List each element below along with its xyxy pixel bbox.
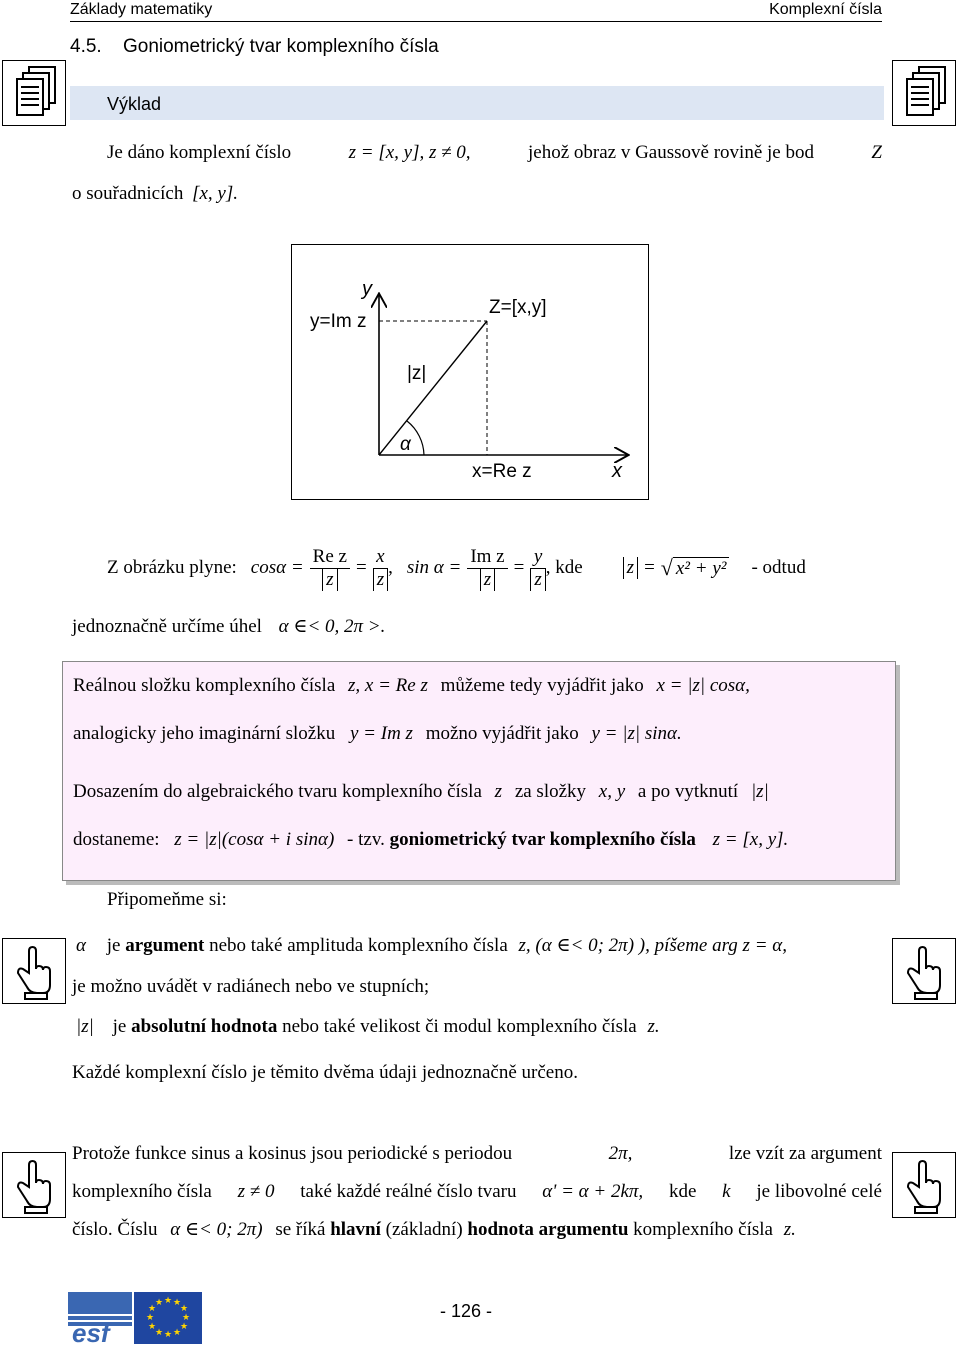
periodic-l3-math: α ∈< 0; 2π) bbox=[170, 1219, 263, 1240]
svg-text:★: ★ bbox=[154, 1328, 164, 1338]
box-l2-math2: y = |z| sinα. bbox=[591, 723, 682, 744]
figure-x-axis-label: x bbox=[612, 460, 622, 482]
svg-text:★: ★ bbox=[179, 1322, 189, 1332]
gauss-plane-svg bbox=[292, 245, 648, 499]
section-title-text: Goniometrický tvar komplexního čísla bbox=[122, 36, 439, 57]
periodic-l3-z: z. bbox=[783, 1219, 796, 1240]
box-l3-z: z bbox=[494, 781, 503, 802]
periodic-l3-bold2: hodnota argumentu bbox=[467, 1219, 629, 1240]
document-stack-icon-right bbox=[892, 60, 956, 126]
box-l3-b: za složky bbox=[514, 781, 587, 802]
esf-logo bbox=[68, 1292, 132, 1344]
remind-p2-bold: absolutní hodnota bbox=[131, 1016, 278, 1037]
remind-p2-abs: |z| bbox=[76, 1016, 94, 1037]
remind-p1-a: je bbox=[106, 935, 121, 956]
svg-text:★: ★ bbox=[181, 1313, 191, 1323]
fraction-x-num: x bbox=[373, 546, 388, 569]
box-l4-math1: z = |z|(cosα + i sinα) bbox=[174, 829, 335, 850]
sqrt-content: x² + y² bbox=[673, 557, 730, 580]
intro-text-b: jehož obraz v Gaussově rovině je bod bbox=[528, 142, 814, 163]
figure-modulus-label: |z| bbox=[407, 363, 427, 384]
vyklad-label: Výklad bbox=[107, 94, 162, 114]
remind-p2-b: nebo také velikost či modul komplexního čísla bbox=[282, 1016, 637, 1037]
modulus-z: z bbox=[623, 557, 638, 579]
box-l2-math1: y = Im z bbox=[349, 723, 413, 744]
pointing-hand-icon-right-2 bbox=[892, 1152, 956, 1218]
remind-p1-bold: argument bbox=[125, 935, 205, 956]
section-title bbox=[70, 36, 439, 58]
box-l4-math2: z = [x, y]. bbox=[712, 829, 789, 850]
box-l4-b: - tzv. bbox=[347, 829, 385, 850]
fraction-x-den: z bbox=[373, 569, 388, 591]
periodic-l2-d: je libovolné celé bbox=[756, 1181, 882, 1202]
svg-text:★: ★ bbox=[154, 1298, 164, 1308]
remind-p2-a: je bbox=[112, 1016, 127, 1037]
periodic-l3-b: se říká bbox=[275, 1219, 326, 1240]
fraction-re-z bbox=[310, 546, 350, 591]
pointing-hand-icon-right-1 bbox=[892, 938, 956, 1004]
svg-text:★: ★ bbox=[163, 1296, 173, 1306]
document-stack-icon-left bbox=[2, 60, 66, 126]
box-l1-math1: z, x = Re z bbox=[348, 675, 428, 696]
formula-line2-text: jednoznačně určíme úhel bbox=[72, 616, 262, 637]
periodic-line-3 bbox=[72, 1219, 796, 1241]
remind-p2 bbox=[76, 1016, 660, 1038]
fraction-y-den: z bbox=[530, 569, 545, 591]
box-l3-a: Dosazením do algebraického tvaru komplexního čísla bbox=[73, 781, 482, 802]
box-line-4 bbox=[73, 829, 788, 851]
fraction-y-num: y bbox=[530, 546, 545, 569]
periodic-l3-c: (základní) bbox=[385, 1219, 463, 1240]
periodic-l1-a: Protože funkce sinus a kosinus jsou periodické s periodou bbox=[72, 1143, 513, 1164]
box-line-2 bbox=[73, 723, 682, 745]
box-line-3 bbox=[73, 781, 769, 803]
periodic-l2-c: kde bbox=[668, 1181, 697, 1202]
sqrt-sign: √ bbox=[660, 555, 673, 580]
svg-text:★: ★ bbox=[147, 1322, 157, 1332]
box-l4-a: dostaneme: bbox=[73, 829, 160, 850]
remind-p2-z: z. bbox=[647, 1016, 660, 1037]
formula-line-2 bbox=[72, 616, 385, 638]
box-l2-b: možno vyjádřit jako bbox=[425, 723, 579, 744]
box-l1-a: Reálnou složku komplexního čísla bbox=[73, 675, 336, 696]
svg-text:★: ★ bbox=[147, 1304, 157, 1314]
periodic-l3-d: komplexního čísla bbox=[633, 1219, 773, 1240]
periodic-l2-math1: z ≠ 0 bbox=[237, 1181, 275, 1202]
remind-p3: Každé komplexní číslo je těmito dvěma údaji jednoznačně určeno. bbox=[72, 1062, 578, 1083]
periodic-l2-b: také každé reálné číslo tvaru bbox=[300, 1181, 517, 1202]
periodic-l3-a: číslo. Číslu bbox=[72, 1219, 158, 1240]
fraction-re-z-den: z bbox=[322, 569, 337, 591]
fraction-im-z-den: z bbox=[480, 569, 495, 591]
esf-logo-text: esf bbox=[72, 1318, 110, 1344]
svg-text:★: ★ bbox=[145, 1313, 155, 1323]
periodic-l1-math: 2π, bbox=[608, 1143, 633, 1164]
formula-line: Z obrázku plyne: cosα = $\frac{\text{Re z}}{z}$ = $\frac{x}{z}$ , sin α = $\frac{\text{Im z}}{z}$ = $\frac{y}{z}$ , kde z = √ x² + y² - odtud bbox=[107, 545, 806, 590]
intro-line-2 bbox=[72, 183, 238, 205]
section-number: 4.5. bbox=[70, 36, 102, 57]
gauss-plane-figure bbox=[291, 244, 649, 500]
pointing-hand-icon-left-2 bbox=[2, 1152, 66, 1218]
remind-p1-line2: je možno uvádět v radiánech nebo ve stupních; bbox=[72, 976, 430, 997]
fraction-re-z-num: Re z bbox=[310, 546, 350, 569]
periodic-l2-math2: α' = α + 2kπ, bbox=[542, 1181, 644, 1202]
formula-sin: sin α = bbox=[406, 557, 462, 578]
formula-line2-math: α ∈< 0, 2π >. bbox=[278, 616, 386, 637]
formula-kde: , kde bbox=[545, 557, 583, 578]
figure-y-label: y=Im z bbox=[310, 311, 367, 332]
svg-text:★: ★ bbox=[172, 1328, 182, 1338]
intro-line-1 bbox=[107, 142, 882, 164]
fraction-im-z-num: Im z bbox=[467, 546, 507, 569]
header-right: Komplexní čísla bbox=[769, 1, 882, 18]
figure-point-label: Z=[x,y] bbox=[489, 297, 547, 318]
box-line-1 bbox=[73, 675, 750, 697]
remind-p1-b: nebo také amplituda komplexního čísla bbox=[209, 935, 508, 956]
box-l4-bold: goniometrický tvar komplexního čísla bbox=[389, 829, 696, 850]
formula-odtud: - odtud bbox=[751, 557, 806, 578]
figure-y-axis-label: y bbox=[362, 278, 372, 300]
page-number: - 126 - bbox=[440, 1301, 493, 1321]
remind-p1-line1 bbox=[76, 935, 787, 957]
box-l1-math2: x = |z| cosα, bbox=[656, 675, 750, 696]
periodic-l1-b: lze vzít za argument bbox=[728, 1143, 882, 1164]
svg-text:★: ★ bbox=[163, 1330, 173, 1340]
formula-cos: cosα = bbox=[250, 557, 304, 578]
figure-angle-label: α bbox=[400, 434, 411, 455]
vyklad-bar bbox=[70, 86, 884, 120]
figure-x-label: x=Re z bbox=[472, 461, 532, 482]
periodic-l3-bold1: hlavní bbox=[330, 1219, 381, 1240]
pointing-hand-icon-left-1 bbox=[2, 938, 66, 1004]
box-l3-c: a po vytknutí bbox=[637, 781, 739, 802]
periodic-line-1 bbox=[72, 1143, 882, 1165]
periodic-l2-a: komplexního čísla bbox=[72, 1181, 212, 1202]
formula-lead: Z obrázku plyne: bbox=[107, 557, 237, 578]
intro-point: Z bbox=[871, 142, 882, 163]
intro-math-z: z = [x, y], z ≠ 0, bbox=[348, 142, 471, 163]
box-l2-a: analogicky jeho imaginární složku bbox=[73, 723, 336, 744]
box-l1-b: můžeme tedy vyjádřit jako bbox=[440, 675, 644, 696]
periodic-line-2 bbox=[72, 1181, 882, 1203]
fraction-y bbox=[530, 546, 545, 591]
header-left: Základy matematiky bbox=[70, 1, 213, 18]
intro-math-xy: [x, y]. bbox=[192, 183, 238, 204]
intro-text-a: Je dáno komplexní číslo bbox=[107, 142, 292, 163]
header-rule bbox=[70, 21, 882, 22]
remind-alpha: α bbox=[76, 935, 86, 956]
fraction-im-z bbox=[467, 546, 507, 591]
vector-z bbox=[379, 321, 487, 455]
intro-text-c: o souřadnicích bbox=[72, 183, 184, 204]
eu-flag bbox=[134, 1292, 202, 1344]
svg-text:★: ★ bbox=[179, 1304, 189, 1314]
svg-text:★: ★ bbox=[172, 1298, 182, 1308]
remind-p1-math: z, (α ∈< 0; 2π) ), píšeme arg z = α, bbox=[518, 935, 787, 956]
remind-label: Připomeňme si: bbox=[107, 889, 227, 910]
box-l3-abs: |z| bbox=[750, 781, 769, 802]
periodic-l2-k: k bbox=[722, 1181, 731, 1202]
fraction-x bbox=[373, 546, 388, 591]
box-l3-xy: x, y bbox=[598, 781, 626, 802]
